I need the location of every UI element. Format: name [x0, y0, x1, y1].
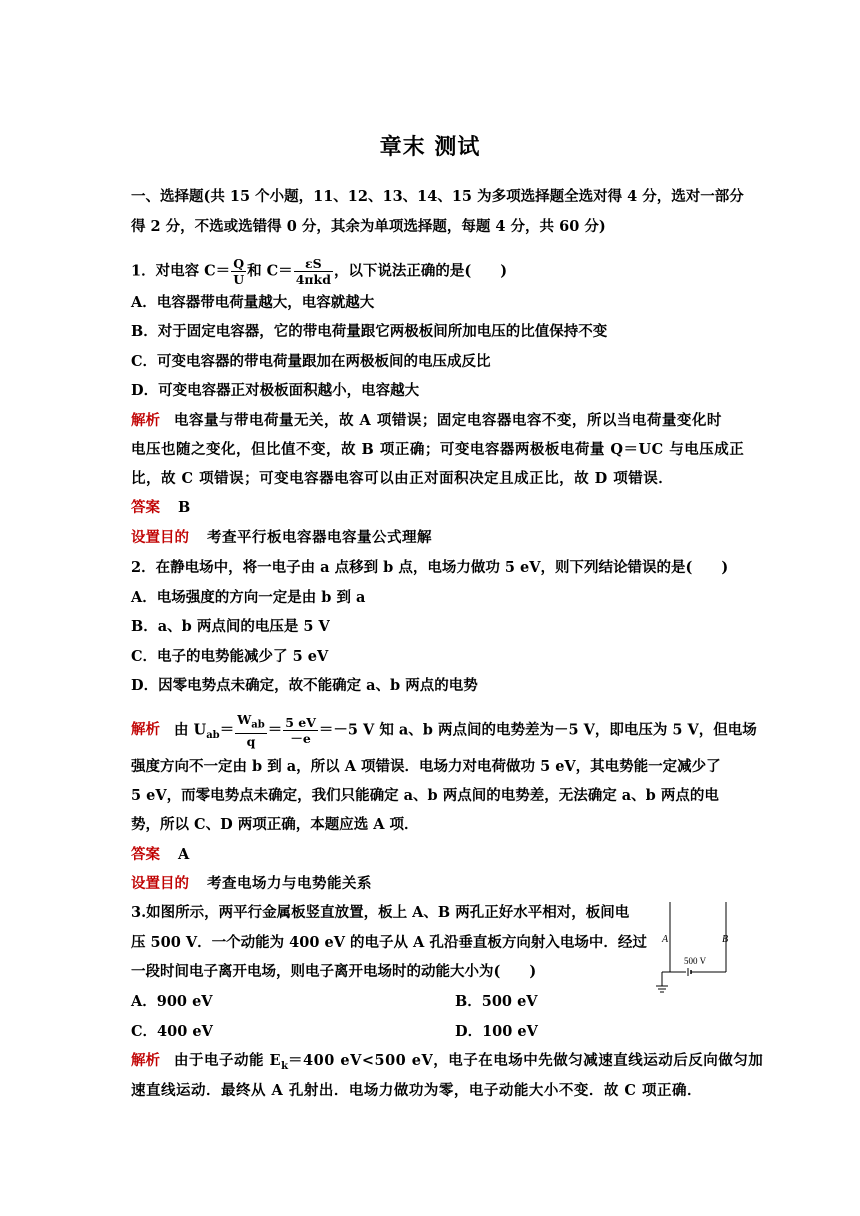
q2-analysis-line-2: 强度方向不一定由 b 到 a，所以 A 项错误．电场力对电荷做功 5 eV，其电势能一定减少了 [131, 758, 721, 775]
q2-stem: 2．在静电场中，将一电子由 a 点移到 b 点，电场力做功 5 eV，则下列结论错误的是( ) [131, 559, 729, 576]
section-heading-line-1: 一、选择题(共 15 个小题，11、12、13、14、15 为多项选择题全选对得 4 分，选对一部分 [131, 188, 744, 205]
q1-option-d: D．可变电容器正对极板面积越小，电容越大 [131, 382, 420, 399]
q1-stem-mid: 和 C＝ [247, 262, 293, 280]
q1-answer-value: B [178, 499, 191, 516]
q1-purpose-label: 设置目的 [131, 529, 189, 546]
q3-option-d: D．100 eV [455, 1023, 538, 1040]
q2-purpose [131, 874, 372, 894]
q1-purpose-text: 考查平行板电容器电容量公式理解 [207, 529, 432, 546]
q2-fraction-5ev-over-neg-e: $\frac{5 eV}{-e}$ [285, 714, 316, 746]
label-b: B [722, 934, 729, 945]
q2-answer-value: A [178, 846, 190, 863]
q2-option-d: D．因零电势点未确定，故不能确定 a、b 两点的电势 [131, 677, 478, 694]
q3-option-b: B．500 eV [455, 993, 538, 1010]
q1-analysis-line-1: 解析 电容量与带电荷量无关，故 A 项错误；固定电容器电容不变，所以当电荷量变化时 [131, 412, 722, 429]
q1-stem-pre: 1．对电容 C＝ [131, 262, 231, 280]
q1-option-b: B．对于固定电容器，它的带电荷量跟它两极板间所加电压的比值保持不变 [131, 323, 608, 340]
q3-analysis-line-2: 速直线运动．最终从 A 孔射出．电场力做功为零，电子动能大小不变．故 C 项正确． [131, 1082, 702, 1099]
q2-fraction-wab-over-q: $\frac{W_{ab}}{q}$ [237, 712, 265, 749]
q1-analysis-line-3: 比，故 C 项错误；可变电容器电容可以由正对面积决定且成正比，故 D 项错误． [131, 470, 674, 487]
page-title: 章末 测试 [379, 134, 481, 160]
q2-answer-label: 答案 [131, 846, 160, 863]
q3-stem-line-3: 一段时间电子离开电场，则电子离开电场时的动能大小为( ) [131, 963, 537, 980]
q1-answer-label: 答案 [131, 499, 160, 516]
section-heading-line-2: 得 2 分，不选或选错得 0 分，其余为单项选择题，每题 4 分，共 60 分) [131, 218, 606, 235]
q1-option-c: C．可变电容器的带电荷量跟加在两极板间的电压成反比 [131, 353, 491, 370]
q2-analysis-line-4: 势，所以 C、D 两项正确，本题应选 A 项． [131, 816, 419, 833]
q1-analysis-label: 解析 [131, 412, 160, 429]
q1-stem [131, 256, 507, 287]
q1-fraction-es-over-4pikd: $\frac{\varepsilon S}{\text{4πkd}}$ [295, 256, 331, 287]
capacitor-plates-diagram [650, 902, 740, 996]
q1-option-a: A．电容器带电荷量越大，电容就越大 [131, 294, 375, 311]
q3-stem-line-2: 压 500 V．一个动能为 400 eV 的电子从 A 孔沿垂直板方向射入电场中．经过 [131, 934, 647, 951]
q3-analysis-line-1: 解析 由于电子动能 $E_k=400$ eV<500 eV，电子在电场中先做匀减速直线运动后反向做匀加 [131, 1052, 764, 1072]
q1-analysis-line-2: 电压也随之变化，但比值不变，故 B 项正确；可变电容器两极板电荷量 Q＝UC 与电压成正 [131, 441, 745, 458]
q2-option-b: B．a、b 两点间的电压是 5 V [131, 618, 330, 635]
q3-stem-line-1: 3.如图所示，两平行金属板竖直放置，板上 A、B 两孔正好水平相对，板间电 [131, 904, 630, 921]
q2-answer [131, 845, 189, 865]
q1-stem-post: ，以下说法正确的是( ) [333, 262, 508, 280]
q2-analysis-label: 解析 [131, 721, 160, 739]
q1-answer [131, 498, 190, 518]
q1-fraction-q-over-u: $\frac{Q}{U}$ [233, 256, 245, 287]
q3-analysis-label: 解析 [131, 1052, 160, 1069]
q2-option-a: A．电场强度的方向一定是由 b 到 a [131, 589, 366, 606]
voltage-label: 500 V [684, 956, 707, 966]
q3-option-a: A．900 eV [131, 993, 213, 1010]
q2-purpose-label: 设置目的 [131, 875, 189, 892]
q2-option-c: C．电子的电势能减少了 5 eV [131, 648, 329, 665]
label-a: A [662, 934, 669, 945]
q2-analysis-line-3: 5 eV，而零电势点未确定，我们只能确定 a、b 两点间的电势差，无法确定 a、b 两点的电 [131, 787, 719, 804]
q2-purpose-text: 考查电场力与电势能关系 [207, 875, 372, 892]
q1-purpose [131, 528, 432, 548]
q2-analysis-line-1: 解析 由 $U_{ab}=$ $\frac{W_{ab}}{q}$ ＝ $\frac{5 eV}{-e}$ ＝－5 V 知 a、b 两点间的电势差为－5 V，即电压为 5 V，但电场 [131, 712, 757, 749]
q3-option-c: C．400 eV [131, 1023, 213, 1040]
